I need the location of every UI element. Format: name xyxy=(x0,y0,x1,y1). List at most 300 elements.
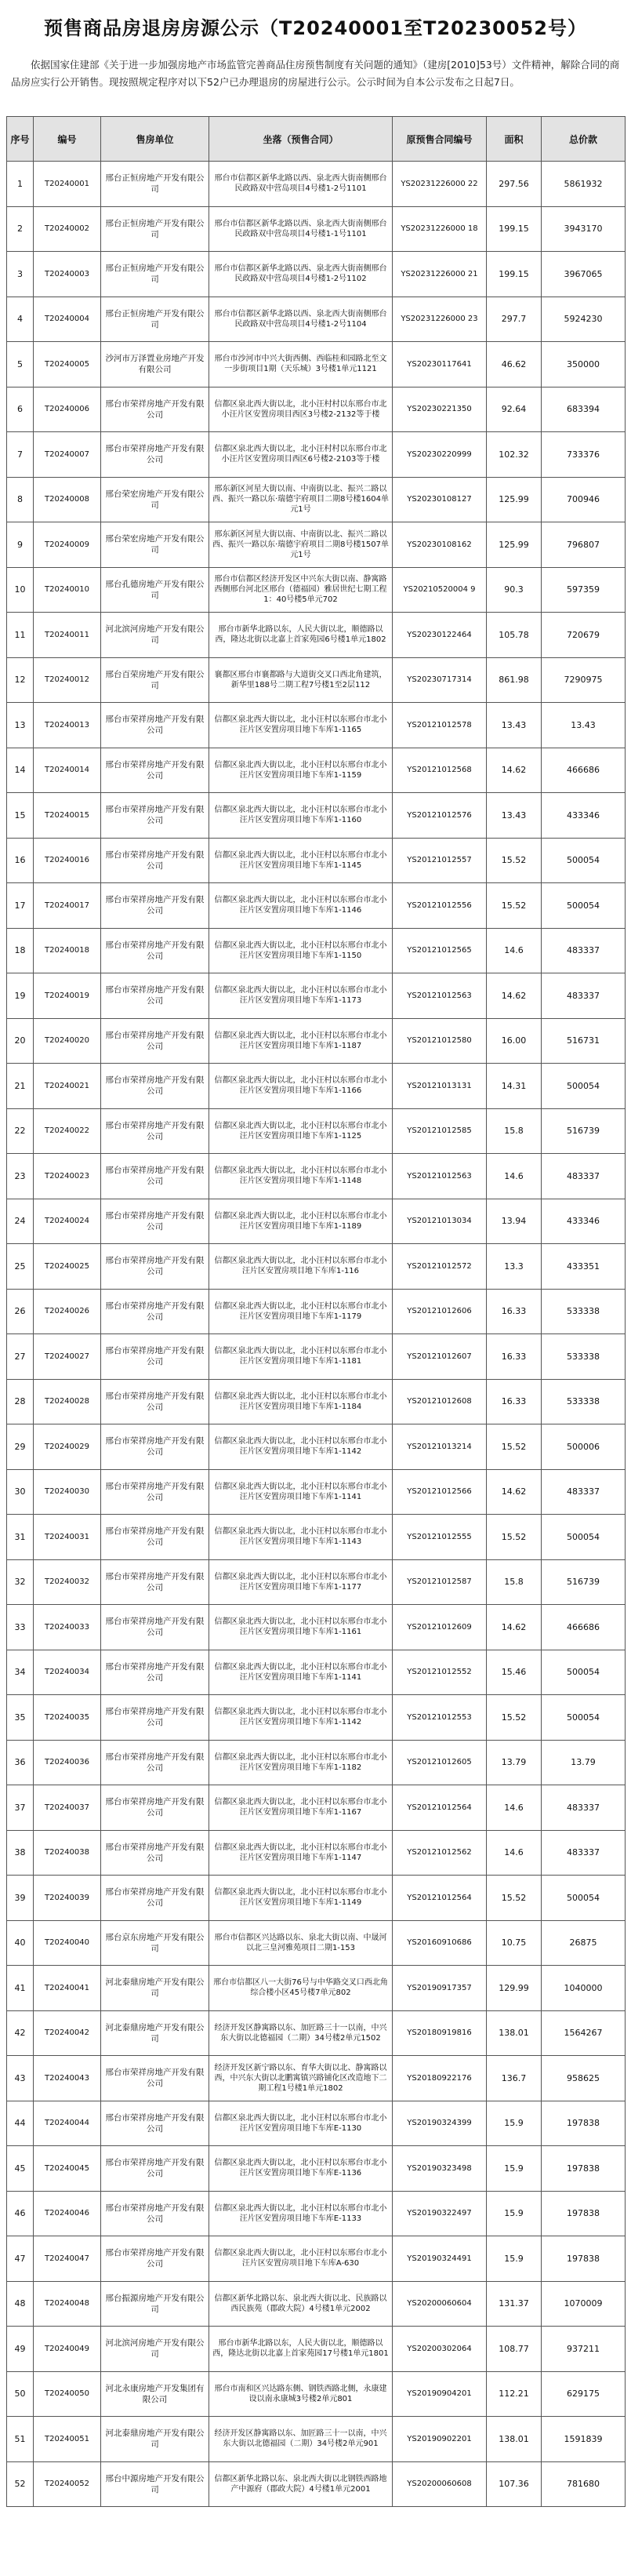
cell-price: 597359 xyxy=(542,567,626,613)
cell-seller: 邢台市荣祥房地产开发有限公司 xyxy=(101,2191,209,2236)
cell-seq: 11 xyxy=(7,613,34,658)
table-row xyxy=(7,432,626,478)
cell-area: 16.33 xyxy=(487,1334,542,1380)
cell-code: T20240010 xyxy=(34,567,101,613)
cell-location: 襄都区邢台市襄都路与大道街交叉口西北角建筑，新华里188号二期工程7号楼1至2层112 xyxy=(209,657,393,703)
table-row xyxy=(7,1920,626,1966)
table-row xyxy=(7,1469,626,1515)
cell-area: 125.99 xyxy=(487,477,542,522)
cell-area: 199.15 xyxy=(487,252,542,297)
cell-seller: 邢台市荣祥房地产开发有限公司 xyxy=(101,432,209,478)
cell-code: T20240004 xyxy=(34,297,101,342)
cell-price: 483337 xyxy=(542,1154,626,1199)
cell-seq: 36 xyxy=(7,1740,34,1785)
cell-seller: 邢台正恒房地产开发有限公司 xyxy=(101,252,209,297)
cell-code: T20240028 xyxy=(34,1379,101,1424)
cell-seq: 17 xyxy=(7,883,34,929)
cell-area: 15.8 xyxy=(487,1108,542,1154)
cell-location: 信都区泉北西大街以北，北小汪村以东邢台市北小汪片区安置房项目地下车库1-1150 xyxy=(209,928,393,973)
cell-contract-no: YS20210520004 9 xyxy=(393,567,487,613)
cell-location: 邢台市信都区新华北路以西、泉北西大街南侧邢台民政路双中营岛项目4号楼1-2号1101 xyxy=(209,162,393,207)
cell-code: T20240032 xyxy=(34,1559,101,1605)
cell-seq: 4 xyxy=(7,297,34,342)
cell-area: 16.00 xyxy=(487,1018,542,1064)
cell-contract-no: YS20230220999 xyxy=(393,432,487,478)
cell-location: 经济开发区静寓路以东、加匠路三十一以南，中兴东大街以北德福园（二期）34号楼2单元1502 xyxy=(209,2010,393,2056)
cell-code: T20240006 xyxy=(34,387,101,432)
cell-seller: 邢台市荣祥房地产开发有限公司 xyxy=(101,1379,209,1424)
cell-area: 14.62 xyxy=(487,748,542,793)
table-row xyxy=(7,2101,626,2146)
cell-code: T20240002 xyxy=(34,206,101,252)
cell-price: 1070009 xyxy=(542,2281,626,2327)
cell-seq: 19 xyxy=(7,973,34,1019)
cell-area: 14.62 xyxy=(487,1605,542,1650)
cell-area: 14.31 xyxy=(487,1064,542,1109)
cell-location: 信都区新华北路以东、泉北西大街以北钢铁西路地产中源府（郡政大院）4号楼1单元2001 xyxy=(209,2461,393,2507)
cell-contract-no: YS20121012585 xyxy=(393,1108,487,1154)
header-location: 坐落（预售合同） xyxy=(209,117,393,162)
cell-location: 信都区泉北西大街以北，北小汪村以东邢台市北小汪片区安置房项目地下车库1-1125 xyxy=(209,1108,393,1154)
cell-contract-no: YS20230122464 xyxy=(393,613,487,658)
table-row xyxy=(7,2417,626,2462)
cell-price: 500054 xyxy=(542,1650,626,1695)
table-row xyxy=(7,2191,626,2236)
cell-seq: 1 xyxy=(7,162,34,207)
cell-seq: 14 xyxy=(7,748,34,793)
cell-code: T20240003 xyxy=(34,252,101,297)
table-row xyxy=(7,973,626,1019)
cell-seller: 邢台孔德房地产开发有限公司 xyxy=(101,567,209,613)
table-row xyxy=(7,162,626,207)
cell-seq: 26 xyxy=(7,1289,34,1334)
cell-price: 500054 xyxy=(542,1695,626,1741)
cell-seq: 41 xyxy=(7,1966,34,2011)
cell-seller: 邢台市荣祥房地产开发有限公司 xyxy=(101,1469,209,1515)
cell-location: 信都区泉北西大街以北，北小汪村以东邢台市北小汪片区安置房项目地下车库1-1147 xyxy=(209,1830,393,1876)
table-row xyxy=(7,1966,626,2011)
table-row xyxy=(7,2461,626,2507)
cell-seq: 15 xyxy=(7,793,34,839)
cell-area: 13.79 xyxy=(487,1740,542,1785)
cell-area: 13.43 xyxy=(487,793,542,839)
cell-seq: 18 xyxy=(7,928,34,973)
cell-location: 信都区泉北西大街以北，北小汪村以东邢台市北小汪片区安置房项目地下车库1-1142 xyxy=(209,1695,393,1741)
cell-price: 433346 xyxy=(542,1199,626,1244)
cell-seq: 50 xyxy=(7,2371,34,2417)
cell-seq: 39 xyxy=(7,1876,34,1921)
cell-contract-no: YS20200302064 xyxy=(393,2327,487,2372)
cell-code: T20240033 xyxy=(34,1605,101,1650)
cell-area: 112.21 xyxy=(487,2371,542,2417)
cell-code: T20240040 xyxy=(34,1920,101,1966)
table-row xyxy=(7,1379,626,1424)
cell-seq: 51 xyxy=(7,2417,34,2462)
cell-code: T20240048 xyxy=(34,2281,101,2327)
table-row xyxy=(7,567,626,613)
cell-price: 466686 xyxy=(542,748,626,793)
cell-seller: 邢台市荣祥房地产开发有限公司 xyxy=(101,1876,209,1921)
table-row xyxy=(7,883,626,929)
cell-location: 信都区泉北西大街以北，北小汪村以东邢台市北小汪片区安置房项目地下车库A-630 xyxy=(209,2236,393,2282)
page-title: 预售商品房退房房源公示（T20240001至T20230052号） xyxy=(44,17,587,39)
cell-location: 信都区泉北西大街以北，北小汪村以东邢台市北小汪片区安置房项目地下车库1-1187 xyxy=(209,1018,393,1064)
cell-code: T20240029 xyxy=(34,1424,101,1470)
cell-contract-no: YS20121012572 xyxy=(393,1244,487,1290)
cell-seq: 27 xyxy=(7,1334,34,1380)
cell-location: 邢东新区河星大街以南、中南街以北、振兴二路以西、振兴一路以东·瑞德宇府项目二期8号楼1507单元1号 xyxy=(209,522,393,568)
cell-price: 720679 xyxy=(542,613,626,658)
cell-code: T20240050 xyxy=(34,2371,101,2417)
cell-seller: 邢台市荣祥房地产开发有限公司 xyxy=(101,2101,209,2146)
cell-area: 107.36 xyxy=(487,2461,542,2507)
cell-area: 15.52 xyxy=(487,1515,542,1560)
cell-location: 信都区泉北西大街以北，北小汪村以东邢台市北小汪片区安置房项目地下车库1-1141 xyxy=(209,1469,393,1515)
cell-seq: 24 xyxy=(7,1199,34,1244)
cell-price: 483337 xyxy=(542,928,626,973)
cell-price: 516739 xyxy=(542,1108,626,1154)
cell-code: T20240049 xyxy=(34,2327,101,2372)
cell-location: 信都区泉北西大街以北，北小汪村以东邢台市北小汪片区安置房项目地下车库1-1177 xyxy=(209,1559,393,1605)
cell-contract-no: YS20121012566 xyxy=(393,1469,487,1515)
cell-seller: 邢台市荣祥房地产开发有限公司 xyxy=(101,1785,209,1831)
cell-area: 13.94 xyxy=(487,1199,542,1244)
cell-seq: 34 xyxy=(7,1650,34,1695)
cell-price: 500054 xyxy=(542,883,626,929)
cell-price: 796807 xyxy=(542,522,626,568)
cell-code: T20240039 xyxy=(34,1876,101,1921)
cell-contract-no: YS20121012564 xyxy=(393,1785,487,1831)
cell-price: 500054 xyxy=(542,838,626,883)
cell-location: 邢台市信都区兴达路以东、泉北大街以南、中晟河以北三皇河雅苑项目二期1-153 xyxy=(209,1920,393,1966)
header-area: 面积 xyxy=(487,117,542,162)
cell-seq: 21 xyxy=(7,1064,34,1109)
cell-seq: 9 xyxy=(7,522,34,568)
table-row xyxy=(7,2281,626,2327)
table-row xyxy=(7,2056,626,2101)
cell-location: 信都区泉北西大街以北，北小汪村以东邢台市北小汪片区安置房项目地下车库1-1184 xyxy=(209,1379,393,1424)
cell-location: 信都区泉北西大街以北，北小汪村以东邢台市北小汪片区安置房项目地下车库1-1143 xyxy=(209,1515,393,1560)
cell-price: 958625 xyxy=(542,2056,626,2101)
cell-contract-no: YS20180919816 xyxy=(393,2010,487,2056)
table-row xyxy=(7,1830,626,1876)
cell-seq: 47 xyxy=(7,2236,34,2282)
cell-contract-no: YS20231226000 18 xyxy=(393,206,487,252)
cell-area: 125.99 xyxy=(487,522,542,568)
table-row xyxy=(7,252,626,297)
cell-seller: 邢台市荣祥房地产开发有限公司 xyxy=(101,1018,209,1064)
cell-code: T20240018 xyxy=(34,928,101,973)
cell-seq: 37 xyxy=(7,1785,34,1831)
cell-price: 533338 xyxy=(542,1379,626,1424)
cell-seller: 邢台市荣祥房地产开发有限公司 xyxy=(101,1154,209,1199)
cell-price: 533338 xyxy=(542,1289,626,1334)
cell-area: 108.77 xyxy=(487,2327,542,2372)
cell-seller: 河北泰鼎房地产开发有限公司 xyxy=(101,2417,209,2462)
table-row xyxy=(7,928,626,973)
cell-area: 15.52 xyxy=(487,838,542,883)
cell-location: 信都区泉北西大街以北，北小汪村以东邢台市北小汪片区安置房项目地下车库1-1146 xyxy=(209,883,393,929)
table-row xyxy=(7,657,626,703)
cell-area: 14.62 xyxy=(487,1469,542,1515)
cell-code: T20240038 xyxy=(34,1830,101,1876)
cell-area: 138.01 xyxy=(487,2010,542,2056)
cell-price: 483337 xyxy=(542,973,626,1019)
cell-contract-no: YS20121012562 xyxy=(393,1830,487,1876)
cell-seller: 邢台荣宏房地产开发有限公司 xyxy=(101,522,209,568)
cell-location: 邢台市信都区新华北路以西、泉北西大街南侧邢台民政路双中营岛项目4号楼1-2号1104 xyxy=(209,297,393,342)
cell-code: T20240011 xyxy=(34,613,101,658)
cell-location: 信都区泉北西大街以北，北小汪村以东邢台市北小汪片区安置房项目地下车库1-1142 xyxy=(209,1424,393,1470)
cell-price: 1591839 xyxy=(542,2417,626,2462)
cell-code: T20240045 xyxy=(34,2146,101,2192)
cell-contract-no: YS20190323498 xyxy=(393,2146,487,2192)
table-row xyxy=(7,1424,626,1470)
cell-location: 信都区泉北西大街以北，北小汪村以东邢台市北小汪片区安置房项目地下车库1-116 xyxy=(209,1244,393,1290)
cell-seller: 邢台市荣祥房地产开发有限公司 xyxy=(101,973,209,1019)
cell-contract-no: YS20190324491 xyxy=(393,2236,487,2282)
table-row xyxy=(7,1018,626,1064)
cell-seller: 邢台市荣祥房地产开发有限公司 xyxy=(101,748,209,793)
intro-paragraph: 依据国家住建部《关于进一步加强房地产市场监管完善商品住房预售制度有关问题的通知》（建房[2010]53号）文件精神，解除合同的商品房应实行公开销售。现按照规定程序对以下52户已办理退房的房屋进行公示。公示时间为自本公示发布之日起7日。 xyxy=(11,59,620,88)
table-row xyxy=(7,1334,626,1380)
cell-code: T20240037 xyxy=(34,1785,101,1831)
cell-area: 15.52 xyxy=(487,1876,542,1921)
cell-location: 信都区泉北西大街以北，北小汪村以东邢台市北小汪片区安置房项目地下车库1-1160 xyxy=(209,793,393,839)
cell-seq: 52 xyxy=(7,2461,34,2507)
table-row xyxy=(7,342,626,387)
cell-code: T20240027 xyxy=(34,1334,101,1380)
cell-contract-no: YS20200060608 xyxy=(393,2461,487,2507)
cell-seq: 16 xyxy=(7,838,34,883)
table-row xyxy=(7,2371,626,2417)
cell-seller: 邢台市荣祥房地产开发有限公司 xyxy=(101,838,209,883)
cell-code: T20240021 xyxy=(34,1064,101,1109)
table-row xyxy=(7,1108,626,1154)
cell-seller: 邢台市荣祥房地产开发有限公司 xyxy=(101,1650,209,1695)
cell-contract-no: YS20121012580 xyxy=(393,1018,487,1064)
cell-location: 邢台市新华北路以东，人民大街以北，顺德路以西，隆达北街以北嘉上首家苑园6号楼1单元1802 xyxy=(209,613,393,658)
cell-contract-no: YS20121012608 xyxy=(393,1379,487,1424)
cell-area: 129.99 xyxy=(487,1966,542,2011)
cell-seq: 33 xyxy=(7,1605,34,1650)
cell-code: T20240046 xyxy=(34,2191,101,2236)
cell-area: 15.46 xyxy=(487,1650,542,1695)
cell-seq: 49 xyxy=(7,2327,34,2372)
table-header-row xyxy=(7,117,626,162)
cell-seller: 邢台荣宏房地产开发有限公司 xyxy=(101,477,209,522)
cell-code: T20240036 xyxy=(34,1740,101,1785)
cell-price: 197838 xyxy=(542,2236,626,2282)
table-row xyxy=(7,1515,626,1560)
cell-price: 466686 xyxy=(542,1605,626,1650)
cell-contract-no: YS20231226000 21 xyxy=(393,252,487,297)
cell-code: T20240022 xyxy=(34,1108,101,1154)
cell-code: T20240051 xyxy=(34,2417,101,2462)
cell-contract-no: YS20230108127 xyxy=(393,477,487,522)
cell-contract-no: YS20190324399 xyxy=(393,2101,487,2146)
cell-seq: 42 xyxy=(7,2010,34,2056)
cell-seller: 邢台市荣祥房地产开发有限公司 xyxy=(101,703,209,748)
cell-contract-no: YS20231226000 22 xyxy=(393,162,487,207)
cell-contract-no: YS20121012552 xyxy=(393,1650,487,1695)
cell-price: 629175 xyxy=(542,2371,626,2417)
cell-location: 信都区泉北西大街以北，北小汪村以东邢台市北小汪片区安置房项目地下车库1-1189 xyxy=(209,1199,393,1244)
cell-code: T20240013 xyxy=(34,703,101,748)
cell-location: 信都区泉北西大街以北，北小汪村以东邢台市北小汪片区安置房项目地下车库1-1149 xyxy=(209,1876,393,1921)
cell-price: 1040000 xyxy=(542,1966,626,2011)
cell-seller: 邢台中源房地产开发有限公司 xyxy=(101,2461,209,2507)
cell-seq: 29 xyxy=(7,1424,34,1470)
cell-seller: 邢台市荣祥房地产开发有限公司 xyxy=(101,2146,209,2192)
cell-price: 5924230 xyxy=(542,297,626,342)
cell-location: 邢台市新华北路以东，人民大街以北，顺德路以西，隆达北街以北嘉上首家苑园17号楼1单元1801 xyxy=(209,2327,393,2372)
cell-area: 15.52 xyxy=(487,1424,542,1470)
cell-location: 信都区泉北西大街以北，北小汪村以东邢台市北小汪片区安置房项目地下车库1-1141 xyxy=(209,1650,393,1695)
cell-code: T20240014 xyxy=(34,748,101,793)
cell-code: T20240007 xyxy=(34,432,101,478)
header-contract-no: 原预售合同编号 xyxy=(393,117,487,162)
cell-seller: 邢台市荣祥房地产开发有限公司 xyxy=(101,1515,209,1560)
cell-seq: 8 xyxy=(7,477,34,522)
cell-area: 199.15 xyxy=(487,206,542,252)
cell-location: 信都区泉北西大街以北，北小汪村以东邢台市北小汪片区安置房项目地下车库1-1161 xyxy=(209,1605,393,1650)
cell-seq: 30 xyxy=(7,1469,34,1515)
table-row xyxy=(7,1785,626,1831)
table-row xyxy=(7,1289,626,1334)
table-row xyxy=(7,522,626,568)
cell-price: 533338 xyxy=(542,1334,626,1380)
cell-location: 信都区泉北西大街以北，北小汪村以东邢台市北小汪片区安置房项目地下车库1-1165 xyxy=(209,703,393,748)
cell-contract-no: YS20121012568 xyxy=(393,748,487,793)
table-row xyxy=(7,1199,626,1244)
cell-location: 信都区泉北西大街以北，北小汪村以东邢台市北小汪片区安置房项目地下车库1-1173 xyxy=(209,973,393,1019)
cell-price: 937211 xyxy=(542,2327,626,2372)
cell-seq: 5 xyxy=(7,342,34,387)
cell-contract-no: YS20160910686 xyxy=(393,1920,487,1966)
cell-seller: 邢台市荣祥房地产开发有限公司 xyxy=(101,1605,209,1650)
cell-location: 邢台市南和区兴达路东侧、钢铁西路北侧，永康建设以南永康城3号楼2单元801 xyxy=(209,2371,393,2417)
cell-code: T20240008 xyxy=(34,477,101,522)
cell-price: 13.79 xyxy=(542,1740,626,1785)
cell-area: 14.6 xyxy=(487,1154,542,1199)
cell-seller: 邢台市荣祥房地产开发有限公司 xyxy=(101,1334,209,1380)
cell-code: T20240023 xyxy=(34,1154,101,1199)
cell-contract-no: YS20121012607 xyxy=(393,1334,487,1380)
cell-area: 14.6 xyxy=(487,1785,542,1831)
cell-seller: 邢台市荣祥房地产开发有限公司 xyxy=(101,1740,209,1785)
cell-seq: 31 xyxy=(7,1515,34,1560)
cell-seller: 邢台市荣祥房地产开发有限公司 xyxy=(101,883,209,929)
cell-seller: 邢台正恒房地产开发有限公司 xyxy=(101,162,209,207)
cell-area: 46.62 xyxy=(487,342,542,387)
table-row xyxy=(7,703,626,748)
cell-contract-no: YS20121013131 xyxy=(393,1064,487,1109)
cell-contract-no: YS20121013034 xyxy=(393,1199,487,1244)
cell-seller: 邢台市荣祥房地产开发有限公司 xyxy=(101,1108,209,1154)
table-row xyxy=(7,1650,626,1695)
cell-seller: 河北滨河房地产开发有限公司 xyxy=(101,613,209,658)
cell-price: 3967065 xyxy=(542,252,626,297)
cell-contract-no: YS20230108162 xyxy=(393,522,487,568)
cell-code: T20240012 xyxy=(34,657,101,703)
cell-area: 16.33 xyxy=(487,1289,542,1334)
cell-seller: 邢台市荣祥房地产开发有限公司 xyxy=(101,1289,209,1334)
table-row xyxy=(7,1740,626,1785)
cell-seller: 邢台正恒房地产开发有限公司 xyxy=(101,206,209,252)
cell-seq: 32 xyxy=(7,1559,34,1605)
cell-seq: 40 xyxy=(7,1920,34,1966)
cell-contract-no: YS20121012587 xyxy=(393,1559,487,1605)
cell-contract-no: YS20121012553 xyxy=(393,1695,487,1741)
cell-location: 信都区新华北路以东、泉北西大街以北、民族路以西民族苑（郡政大院）4号楼1单元2002 xyxy=(209,2281,393,2327)
cell-area: 15.9 xyxy=(487,2146,542,2192)
cell-seller: 邢台市荣祥房地产开发有限公司 xyxy=(101,793,209,839)
cell-area: 15.9 xyxy=(487,2236,542,2282)
cell-code: T20240035 xyxy=(34,1695,101,1741)
table-row xyxy=(7,387,626,432)
cell-code: T20240016 xyxy=(34,838,101,883)
cell-contract-no: YS20190904201 xyxy=(393,2371,487,2417)
cell-location: 邢台市信都区经济开发区中兴东大街以南、静寓路西侧邢台河北区邢台（德福园）雅居世纪七期工程1：40号楼5单元702 xyxy=(209,567,393,613)
table-row xyxy=(7,297,626,342)
cell-code: T20240043 xyxy=(34,2056,101,2101)
table-row xyxy=(7,2327,626,2372)
cell-seller: 邢台市荣祥房地产开发有限公司 xyxy=(101,1559,209,1605)
cell-seq: 45 xyxy=(7,2146,34,2192)
cell-contract-no: YS20231226000 23 xyxy=(393,297,487,342)
refund-listing-table xyxy=(6,116,626,2507)
cell-price: 500054 xyxy=(542,1876,626,1921)
cell-seq: 20 xyxy=(7,1018,34,1064)
cell-price: 500054 xyxy=(542,1515,626,1560)
cell-seller: 邢台市荣祥房地产开发有限公司 xyxy=(101,928,209,973)
cell-area: 15.8 xyxy=(487,1559,542,1605)
cell-seq: 6 xyxy=(7,387,34,432)
cell-price: 733376 xyxy=(542,432,626,478)
table-row xyxy=(7,613,626,658)
cell-code: T20240001 xyxy=(34,162,101,207)
cell-area: 297.56 xyxy=(487,162,542,207)
cell-area: 14.6 xyxy=(487,928,542,973)
cell-seller: 沙河市万泽置业房地产开发有限公司 xyxy=(101,342,209,387)
cell-contract-no: YS20190322497 xyxy=(393,2191,487,2236)
cell-price: 5861932 xyxy=(542,162,626,207)
header-price: 总价款 xyxy=(542,117,626,162)
cell-seller: 邢台京东房地产开发有限公司 xyxy=(101,1920,209,1966)
cell-location: 邢台市信都区新华北路以西、泉北西大街南侧邢台民政路双中营岛项目4号楼1-1号1101 xyxy=(209,206,393,252)
table-row xyxy=(7,2236,626,2282)
cell-location: 信都区泉北西大街以北，北小汪村以东邢台市北小汪片区安置房项目地下车库1-1145 xyxy=(209,838,393,883)
cell-seq: 13 xyxy=(7,703,34,748)
header-code: 编号 xyxy=(34,117,101,162)
cell-area: 297.7 xyxy=(487,297,542,342)
cell-area: 14.6 xyxy=(487,1830,542,1876)
cell-code: T20240026 xyxy=(34,1289,101,1334)
cell-price: 700946 xyxy=(542,477,626,522)
cell-area: 102.32 xyxy=(487,432,542,478)
cell-seq: 35 xyxy=(7,1695,34,1741)
cell-location: 信都区泉北西大街以北，北小汪村以东邢台市北小汪片区安置房项目地下车库1-1167 xyxy=(209,1785,393,1831)
cell-seller: 河北泰鼎房地产开发有限公司 xyxy=(101,2010,209,2056)
cell-price: 483337 xyxy=(542,1785,626,1831)
cell-area: 16.33 xyxy=(487,1379,542,1424)
cell-area: 136.7 xyxy=(487,2056,542,2101)
cell-area: 13.43 xyxy=(487,703,542,748)
cell-contract-no: YS20230221350 xyxy=(393,387,487,432)
table-row xyxy=(7,1154,626,1199)
cell-seller: 邢台百荣房地产开发有限公司 xyxy=(101,657,209,703)
